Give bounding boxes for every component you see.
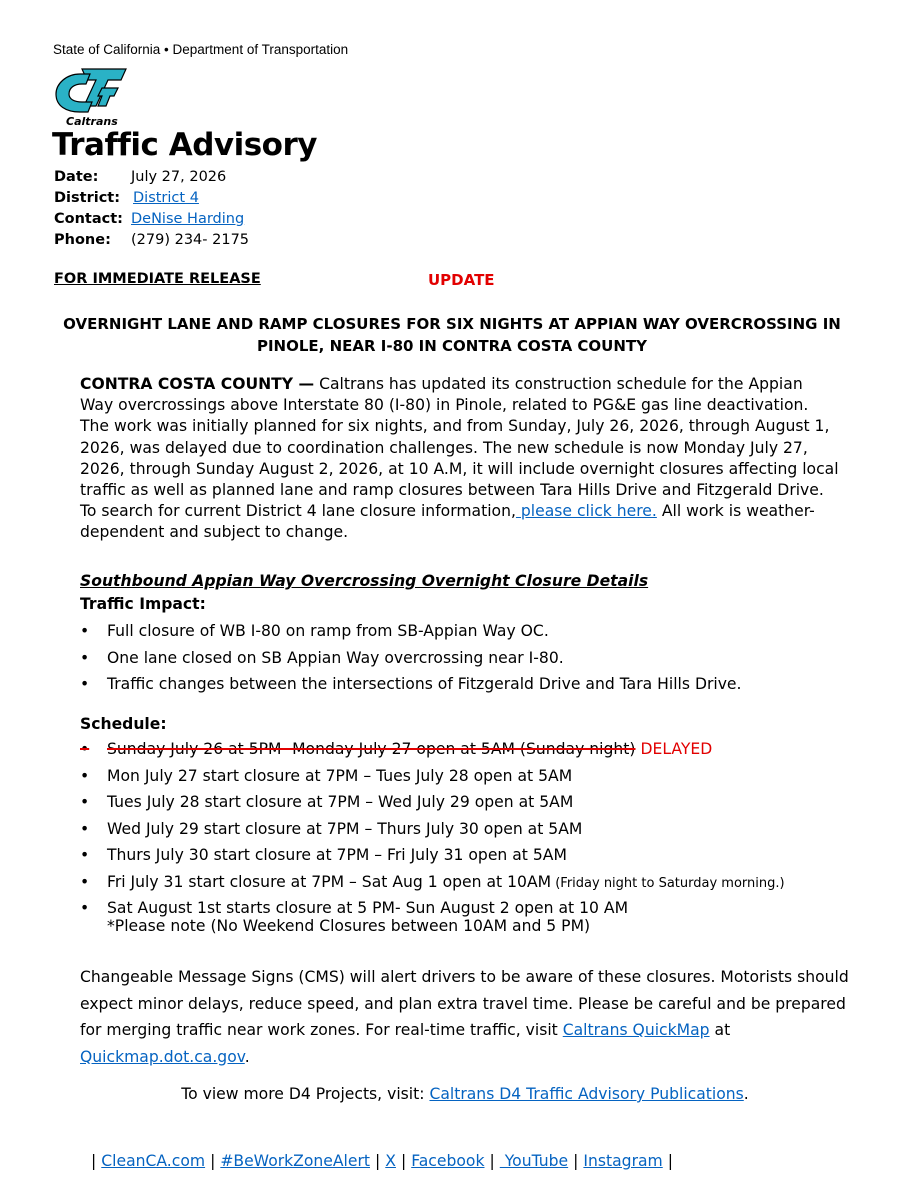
delayed-label: DELAYED [635, 740, 713, 758]
phone-label: Phone: [54, 232, 111, 248]
section-title: Southbound Appian Way Overcrossing Overnight Closure Details [80, 572, 649, 590]
body-tail: All work is weather-dependent and subject to change. [80, 502, 815, 542]
list-item: • Full closure of WB I-80 on ramp from SB-Appian Way OC. [80, 618, 741, 645]
bullet-icon: • [80, 740, 90, 758]
date-row [54, 167, 249, 188]
body-lead: CONTRA COSTA COUNTY — [80, 375, 315, 393]
bullet-icon: • [80, 872, 90, 891]
list-item: • Tues July 28 start closure at 7PM – Wed July 29 open at 5AM [80, 789, 785, 816]
facebook-link[interactable]: Facebook [411, 1152, 485, 1170]
bullet-icon: • [80, 793, 90, 811]
schedule-list [80, 736, 785, 922]
bullet-icon: • [80, 846, 90, 864]
bullet-icon: • [80, 675, 90, 693]
list-item [80, 736, 785, 763]
traffic-impact-list [80, 618, 741, 698]
bullet-icon: • [80, 766, 90, 785]
list-item: • Wed July 29 start closure at 7PM – Thurs July 30 open at 5AM [80, 816, 785, 843]
list-item: • Traffic changes between the intersections of Fitzgerald Drive and Tara Hills Drive. [80, 671, 741, 698]
contact-link[interactable]: DeNise Harding [131, 211, 245, 227]
list-item: • Thurs July 30 start closure at 7PM – Fri July 31 open at 5AM [80, 842, 785, 869]
more-projects: To view more D4 Projects, visit: Caltrans D4 Traffic Advisory Publications. [181, 1085, 749, 1103]
bullet-icon: • [80, 648, 90, 667]
caltrans-logo [52, 66, 132, 132]
release-label: FOR IMMEDIATE RELEASE [54, 271, 261, 287]
phone-row [54, 230, 249, 251]
body-text: Caltrans has updated its construction schedule for the Appian Way overcrossings above Interstate 80 (I-80) in Pinole, related to PG&E gas line deactivation. The work was initially planned for six nights, and from Sunday, July 26, 2026, through August 1, 2026, was delayed due to coordination challenges. The new schedule is now Monday July 27, 2026, through Sunday August 2, 2026, at 10 A.M, it will include overnight closures affecting local traffic as well as planned lane and ramp closures between Tara Hills Drive and Fitzgerald Drive. To search for current District 4 lane closure information, [80, 375, 839, 521]
youtube-link[interactable]: YouTube [499, 1152, 569, 1170]
page-title: Traffic Advisory [52, 127, 317, 163]
advisory-meta [54, 167, 249, 251]
date-value: July 27, 2026 [131, 169, 227, 185]
update-label: UPDATE [428, 271, 495, 289]
traffic-impact-title: Traffic Impact: [80, 595, 206, 613]
bullet-icon: • [80, 819, 90, 838]
quickmap-link[interactable]: Caltrans QuickMap [562, 1021, 710, 1039]
x-link[interactable]: X [385, 1152, 396, 1170]
cms-paragraph: Changeable Message Signs (CMS) will alert drivers to be aware of these closures. Motorists should expect minor delays, reduce speed, and plan extra travel time. Please be careful and be prepared for merging traffic near work zones. For real-time traffic, visit Caltrans QuickMap at Quickmap.dot.ca.gov. [80, 968, 849, 1066]
workzone-link[interactable]: #BeWorkZoneAlert [220, 1152, 370, 1170]
friday-note: (Friday night to Saturday morning.) [551, 875, 785, 891]
district-row [54, 188, 249, 209]
instagram-link[interactable]: Instagram [583, 1152, 663, 1170]
contact-row [54, 209, 249, 230]
lane-closure-link[interactable]: please click here. [515, 502, 657, 521]
district-link[interactable]: District 4 [133, 190, 199, 206]
district-label: District: [54, 190, 121, 206]
logo-text: Caltrans [66, 115, 118, 128]
bullet-icon: • [80, 899, 90, 917]
cleanca-link[interactable]: CleanCA.com [101, 1152, 206, 1170]
list-item: • One lane closed on SB Appian Way overcrossing near I-80. [80, 645, 741, 672]
quickmap-url-link[interactable]: Quickmap.dot.ca.gov [80, 1047, 245, 1066]
headline: OVERNIGHT LANE AND RAMP CLOSURES FOR SIX NIGHTS AT APPIAN WAY OVERCROSSING IN PINOLE, NEAR I-80 IN CONTRA COSTA COUNTY [63, 315, 841, 355]
weekend-note: *Please note (No Weekend Closures between 10AM and 5 PM) [107, 917, 591, 935]
list-item: • Sat August 1st starts closure at 5 PM- Sun August 2 open at 10 AM [80, 895, 785, 922]
contact-label: Contact: [54, 211, 123, 227]
bullet-icon: • [80, 622, 90, 640]
social-footer: | CleanCA.com | #BeWorkZoneAlert | X | Facebook | YouTube | Instagram | [91, 1152, 674, 1170]
agency-line: State of California • Department of Transportation [53, 42, 349, 57]
schedule-title: Schedule: [80, 715, 167, 733]
date-label: Date: [54, 169, 99, 185]
list-item: • Fri July 31 start closure at 7PM – Sat Aug 1 open at 10AM (Friday night to Saturday morning.) [80, 869, 785, 896]
phone-value: (279) 234- 2175 [131, 232, 250, 248]
delayed-schedule: Sunday July 26 at 5PM- Monday July 27 open at 5AM (Sunday night) [107, 740, 636, 758]
body-paragraph [80, 374, 840, 544]
d4-publications-link[interactable]: Caltrans D4 Traffic Advisory Publications [429, 1085, 744, 1103]
list-item: • Mon July 27 start closure at 7PM – Tues July 28 open at 5AM [80, 763, 785, 790]
